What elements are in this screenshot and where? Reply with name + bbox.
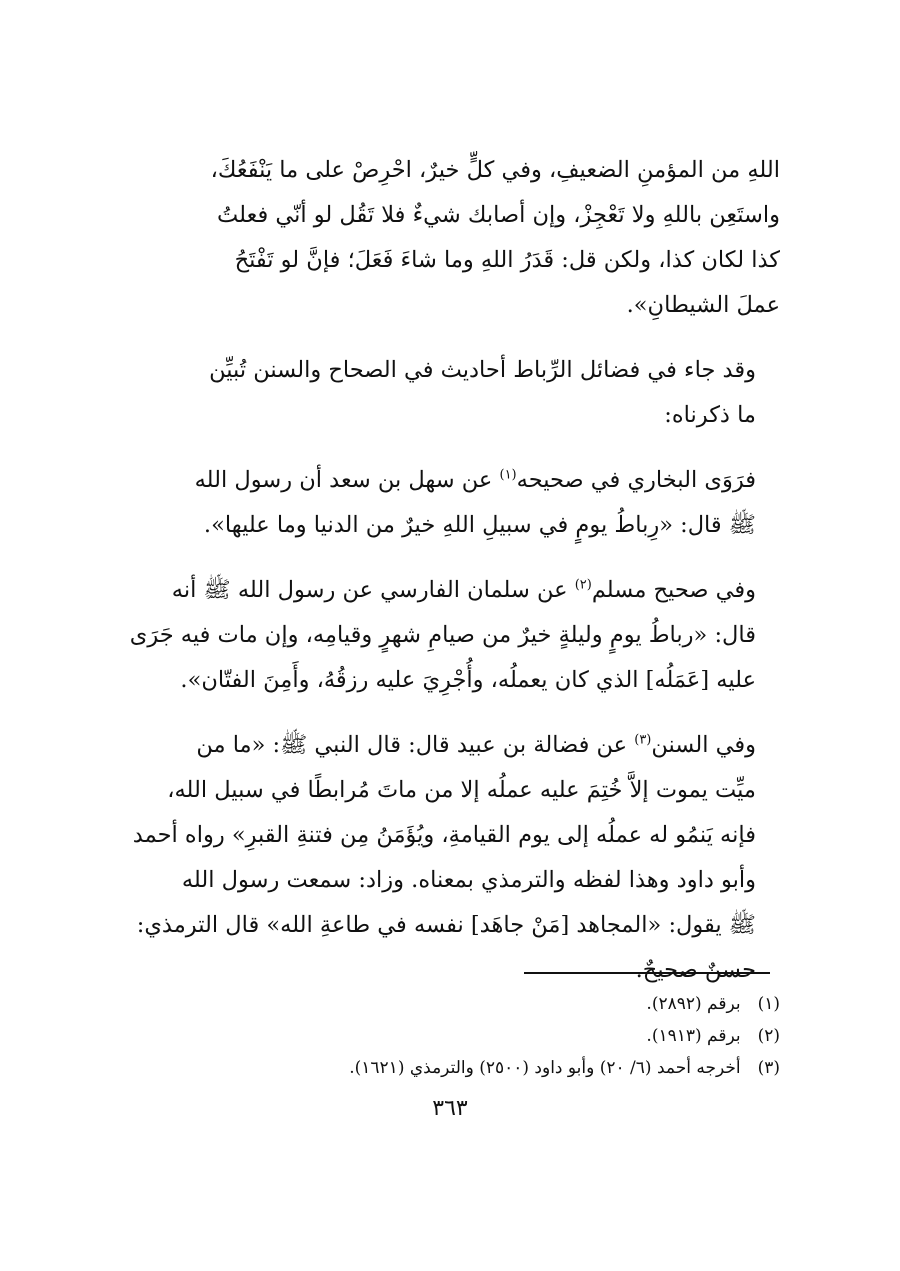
- footnotes: [118, 988, 780, 1084]
- text-line: اللهِ من المؤمنِ الضعيفِ، وفي كلٍّ خيرٌ، احْرِصْ على ما يَنْفَعُكَ،: [210, 157, 780, 183]
- paragraph-muslim: [118, 568, 780, 703]
- footnote-number: (١): [757, 994, 780, 1014]
- footnote-number: (٣): [757, 1058, 780, 1078]
- text-line: عليه [عَمَلُه] الذي كان يعملُه، وأُجْرِيَ عليه رزقُهُ، وأَمِنَ الفتّان».: [180, 667, 756, 693]
- text-line: حسنٌ صحيحٌ.: [635, 957, 756, 983]
- footnote-divider: [524, 972, 770, 974]
- paragraph-1: [118, 148, 780, 328]
- footnote-3: [118, 1052, 780, 1084]
- text-line: قال: «رباطُ يومٍ وليلةٍ خيرٌ من صيامِ شهرٍ وقيامِه، وإن مات فيه جَرَى: [129, 622, 756, 648]
- footnote-text: أخرجه أحمد (٦/ ٢٠) وأبو داود (٢٥٠٠) والترمذي (١٦٢١).: [349, 1058, 741, 1078]
- footnote-number: (٢): [757, 1026, 780, 1046]
- text-line: وأبو داود وهذا لفظه والترمذي بمعناه. وزاد: سمعت رسول الله: [181, 867, 756, 893]
- text-line: عملَ الشيطانِ».: [626, 292, 780, 318]
- footnote-text: برقم (٢٨٩٢).: [646, 994, 741, 1014]
- text-line: فإنه يَنمُو له عملُه إلى يوم القيامةِ، ويُؤَمَنُ مِن فتنةِ القبرِ» رواه أحمد: [132, 822, 756, 848]
- footnote-1: [118, 988, 780, 1020]
- text-line: وفي السنن$^{(٣)}$ عن فضالة بن عبيد قال: قال النبي ﷺ: «ما من: [196, 732, 756, 758]
- text-line: ميِّت يموت إلاَّ خُتِمَ عليه عملُه إلا من ماتَ مُرابطًا في سبيل الله،: [167, 777, 756, 803]
- text-line: ما ذكرناه:: [664, 402, 756, 428]
- text-line: ﷺ يقول: «المجاهد [مَنْ جاهَد] نفسه في طاعةِ الله» قال الترمذي:: [136, 912, 756, 938]
- page-number: ٣٦٣: [432, 1096, 468, 1121]
- text-line: كذا لكان كذا، ولكن قل: قَدَرُ اللهِ وما شاءَ فَعَلَ؛ فإنَّ لو تَفْتَحُ: [234, 247, 780, 273]
- paragraph-2: [118, 348, 780, 438]
- paragraph-bukhari: [118, 458, 780, 548]
- text-line: وقد جاء في فضائل الرِّباط أحاديث في الصحاح والسنن تُبيِّن: [209, 357, 756, 383]
- text-line: وفي صحيح مسلم$^{(٢)}$ عن سلمان الفارسي عن رسول الله ﷺ أنه: [171, 577, 756, 603]
- text-line: واستَعِن باللهِ ولا تَعْجِزْ، وإن أصابك شيءٌ فلا تَقُل لو أنّي فعلتُ: [217, 202, 780, 228]
- main-text: [118, 148, 780, 1013]
- footnote-text: برقم (١٩١٣).: [646, 1026, 741, 1046]
- text-line: ﷺ قال: «رِباطُ يومٍ في سبيلِ اللهِ خيرٌ من الدنيا وما عليها».: [203, 512, 756, 538]
- paragraph-sunan: [118, 723, 780, 993]
- text-line: فرَوَى البخاري في صحيحه$^{(١)}$ عن سهل بن سعد أن رسول الله: [194, 467, 756, 493]
- footnote-2: [118, 1020, 780, 1052]
